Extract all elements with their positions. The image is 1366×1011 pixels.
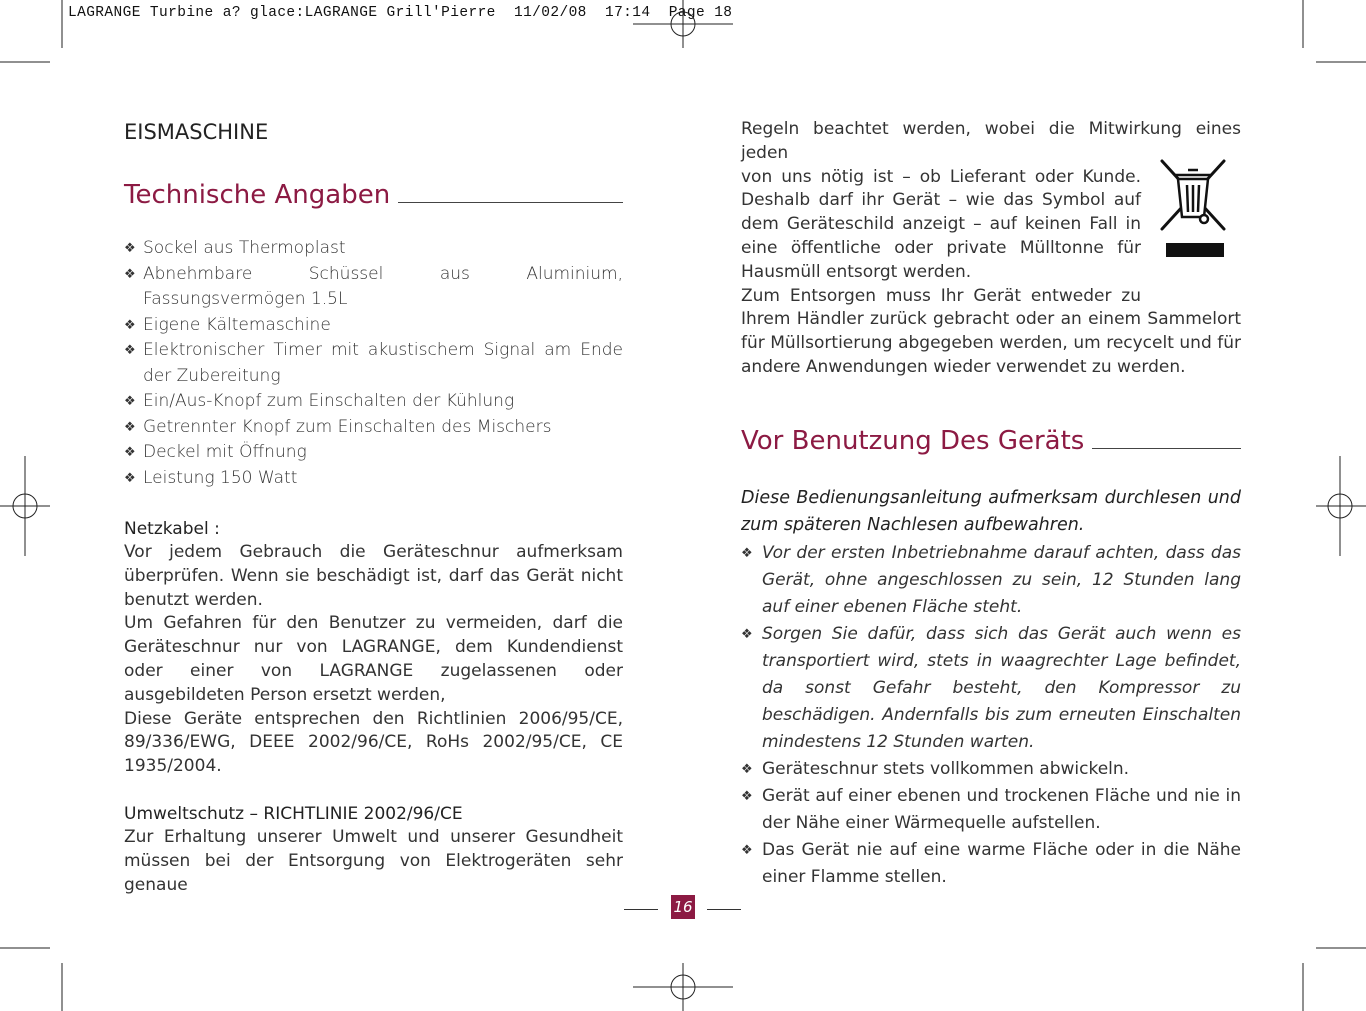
environment-continuation: von uns nötig ist – ob Lieferant oder Kunde. Deshalb darf ihr Gerät – wie das Symbol auf dem Geräteschild anzeigt – auf keinen Fall in eine öffentliche oder private Mülltonne für Hausmüll entsorgt werden. xyxy=(741,166,1141,282)
cable-paragraph: Um Gefahren für den Benutzer zu vermeiden, darf die Geräteschnur nur von LAGRANGE, dem Kundendienst oder einer von LAGRANGE zugelassenen oder ausgebildeten Person ersetzt werden, xyxy=(124,613,623,705)
print-header: LAGRANGE Turbine a? glace:LAGRANGE Grill'Pierre 11/02/08 17:14 Page 18 xyxy=(68,5,733,21)
title-rule xyxy=(1092,448,1241,449)
list-item: ❖ Sockel aus Thermoplast xyxy=(124,236,623,262)
page-number: 16 xyxy=(671,895,695,919)
environment-continuation: Zum Entsorgen muss Ihr Gerät entweder zu xyxy=(741,285,1141,306)
diamond-bullet-icon: ❖ xyxy=(124,317,136,333)
crossed-out-bin-icon xyxy=(1158,157,1232,259)
list-item: ❖ Gerät auf einer ebenen und trockenen Fläche und nie in der Nähe einer Wärmequelle aufstellen. xyxy=(741,783,1241,837)
diamond-bullet-icon: ❖ xyxy=(124,394,136,409)
registration-mark-bottom xyxy=(633,963,733,1011)
diamond-bullet-icon: ❖ xyxy=(741,761,753,777)
diamond-bullet-icon: ❖ xyxy=(741,626,753,642)
list-item: ❖ Vor der ersten Inbetriebnahme darauf achten, dass das Gerät, ohne angeschlossen zu sein, 12 Stunden lang auf einer ebenen Fläche steht. xyxy=(741,540,1241,621)
feature-list xyxy=(124,236,623,491)
diamond-bullet-icon: ❖ xyxy=(124,266,136,282)
list-item: ❖ Eigene Kältemaschine xyxy=(124,313,623,339)
diamond-bullet-icon: ❖ xyxy=(124,241,136,256)
section-title-technical xyxy=(124,178,623,212)
intro-text: Diese Bedienungsanleitung aufmerksam durchlesen und zum späteren Nachlesen aufbewahren. xyxy=(741,487,1241,536)
diamond-bullet-icon: ❖ xyxy=(124,445,136,460)
section-title-text: Vor Benutzung Des Geräts xyxy=(741,425,1085,456)
list-item: ❖ Das Gerät nie auf eine warme Fläche oder in die Nähe einer Flamme stellen. xyxy=(741,837,1241,891)
list-item: ❖ Abnehmbare Schüssel aus Aluminium, Fassungsvermögen 1.5L xyxy=(124,263,623,309)
diamond-bullet-icon: ❖ xyxy=(124,343,136,358)
environment-continuation: Ihrem Händler zurück gebracht oder an einem Sammelort für Müllsortierung abgegeben werden, um recycelt und für andere Anwendungen wieder verwendet zu werden. xyxy=(741,309,1241,377)
list-item: ❖ Sorgen Sie dafür, dass sich das Gerät auch wenn es transportiert wird, stets in waagrechter Lage befindet, da sonst Gefahr besteht, den Kompressor zu beschädigen. Andernfalls bis zum erneuten Einschalten mindestens 12 Stunden warten. xyxy=(741,621,1241,756)
section-title-usage xyxy=(741,424,1241,458)
document-label: EISMASCHINE xyxy=(124,120,269,144)
diamond-bullet-icon: ❖ xyxy=(741,842,753,858)
registration-mark-top xyxy=(633,0,733,48)
environment-paragraph: Zur Erhaltung unserer Umwelt und unserer Gesundheit müssen bei der Entsorgung von Elektrogeräten sehr genaue xyxy=(124,826,623,895)
list-item: ❖ Ein/Aus-Knopf zum Einschalten der Kühlung xyxy=(124,389,623,415)
diamond-bullet-icon: ❖ xyxy=(741,788,753,804)
left-column xyxy=(124,118,623,897)
list-item: ❖ Deckel mit Öffnung xyxy=(124,440,623,466)
list-item: ❖ Elektronischer Timer mit akustischem Signal am Ende der Zubereitung xyxy=(124,340,623,386)
page-number-rule xyxy=(624,909,658,910)
section-title-text: Technische Angaben xyxy=(124,180,391,210)
list-item: ❖ Getrennter Knopf zum Einschalten des Mischers xyxy=(124,415,623,441)
title-rule xyxy=(398,202,623,203)
diamond-bullet-icon: ❖ xyxy=(124,470,136,486)
environment-continuation: Regeln beachtet werden, wobei die Mitwirkung eines jeden xyxy=(741,119,1241,163)
environment-heading: Umweltschutz – RICHTLINIE 2002/96/CE xyxy=(124,803,463,824)
list-item: ❖ Leistung 150 Watt xyxy=(124,466,623,492)
registration-mark-right xyxy=(1316,456,1366,556)
instruction-list xyxy=(741,540,1241,891)
directives-paragraph: Diese Geräte entsprechen den Richtlinien 2006/95/CE, 89/336/EWG, DEEE 2002/96/CE, RoHs 2002/95/CE, CE 1935/2004. xyxy=(124,708,623,777)
cable-heading: Netzkabel : xyxy=(124,519,220,539)
cable-paragraph: Vor jedem Gebrauch die Geräteschnur aufmerksam überprüfen. Wenn sie beschädigt ist, darf das Gerät nicht benutzt werden. xyxy=(124,542,623,610)
diamond-bullet-icon: ❖ xyxy=(741,545,753,561)
page-number-rule xyxy=(707,909,741,910)
registration-mark-left xyxy=(0,456,50,556)
diamond-bullet-icon: ❖ xyxy=(124,419,136,435)
list-item: ❖ Geräteschnur stets vollkommen abwickeln. xyxy=(741,756,1241,783)
